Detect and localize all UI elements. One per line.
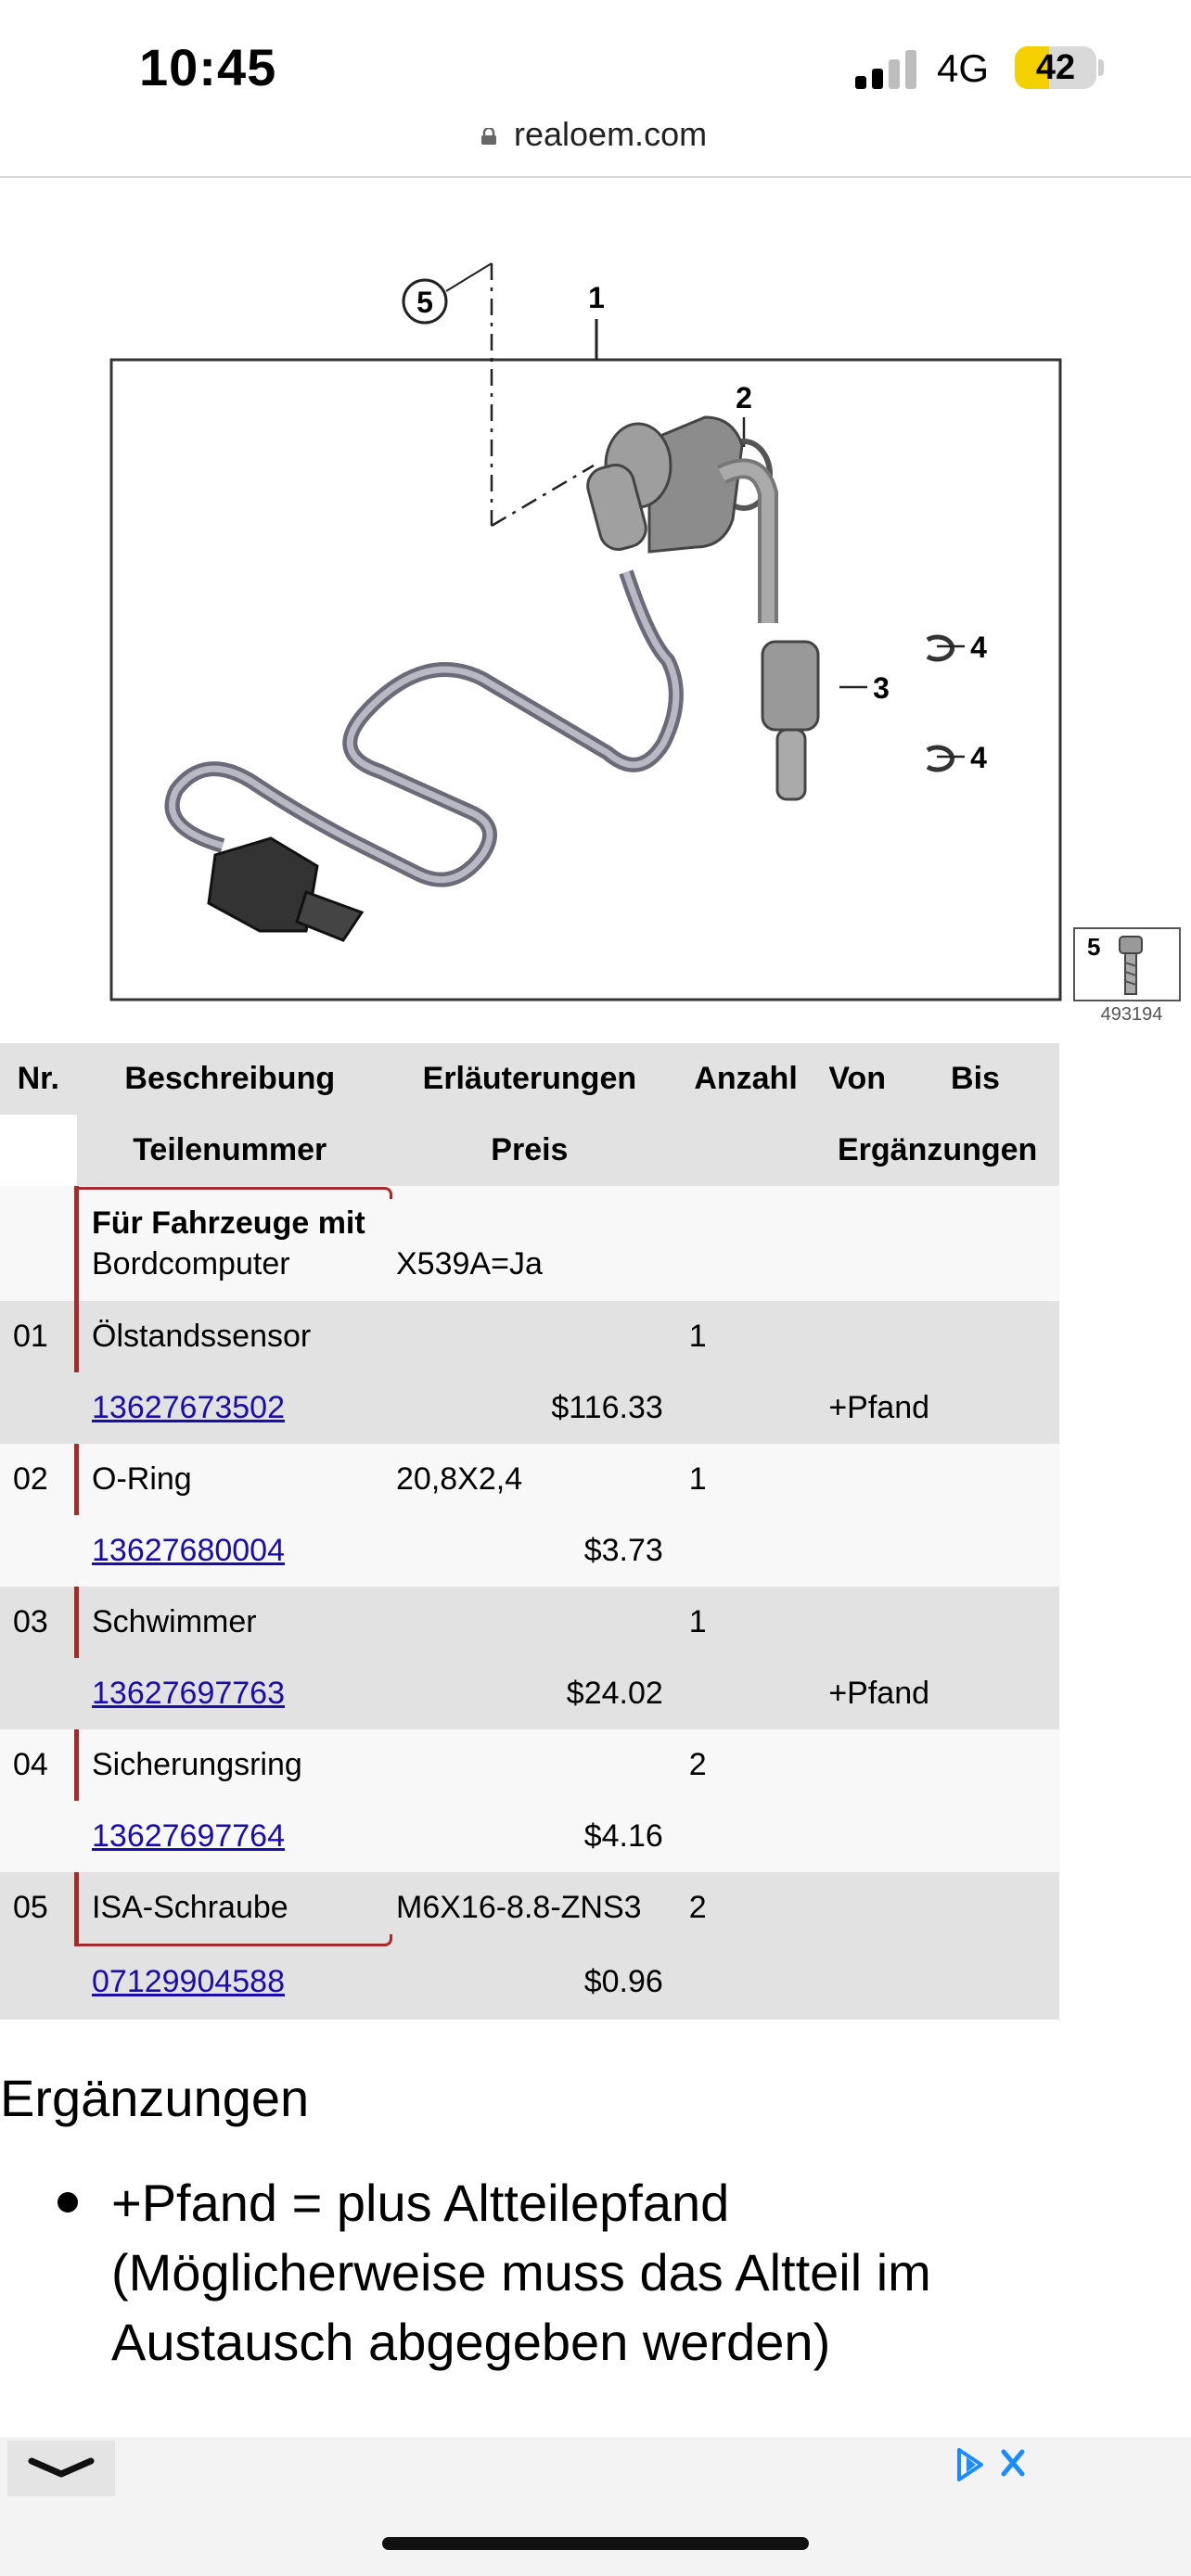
- home-indicator[interactable]: [382, 2537, 809, 2550]
- row-desc: Ölstandssensor: [77, 1301, 384, 1372]
- row-desc: Sicherungsring: [77, 1729, 384, 1801]
- row-qty: 1: [676, 1587, 816, 1658]
- part-number-link[interactable]: 07129904588: [92, 1963, 286, 1999]
- callout-5: 5: [416, 286, 433, 319]
- row-extra: [815, 1944, 1059, 2020]
- row-nr: 04: [0, 1729, 77, 1801]
- row-qty: 1: [676, 1301, 816, 1372]
- table-row-sub: [0, 1515, 1059, 1587]
- col-beschreibung: Beschreibung: [77, 1043, 384, 1115]
- row-desc: O-Ring: [77, 1444, 384, 1515]
- part-number-link[interactable]: 13627697764: [92, 1818, 286, 1854]
- callout-4a: 4: [970, 631, 987, 664]
- adchoices-icon[interactable]: [959, 2450, 981, 2480]
- row-desc: ISA-Schraube: [77, 1872, 384, 1944]
- row-notes: [383, 1587, 676, 1658]
- row-price: $3.73: [383, 1515, 676, 1587]
- col-erlaeuterungen: Erläuterungen: [383, 1043, 676, 1115]
- col-preis: Preis: [383, 1115, 676, 1186]
- part-number-link[interactable]: 13627680004: [92, 1533, 286, 1568]
- row-notes: [383, 1729, 676, 1801]
- part-number-link[interactable]: 13627673502: [92, 1390, 286, 1425]
- table-row: [0, 1587, 1059, 1658]
- callout-4b: 4: [970, 741, 987, 774]
- row-notes: [383, 1301, 676, 1372]
- row-price: $24.02: [383, 1658, 676, 1729]
- chevron-down-icon: [7, 2441, 115, 2496]
- callout-1: 1: [588, 281, 605, 314]
- battery-percent: 42: [1035, 48, 1076, 87]
- clock: 10:45: [139, 38, 277, 96]
- row-nr: 02: [0, 1444, 77, 1515]
- callout-2: 2: [736, 381, 752, 414]
- url-bar[interactable]: [0, 111, 1191, 178]
- parts-diagram: [0, 178, 1191, 1031]
- callout-3: 3: [873, 671, 890, 705]
- cellular-signal-icon: [855, 48, 920, 89]
- float-part: [762, 642, 818, 730]
- ergaenzungen-item: +Pfand = plus Altteilepfand (Möglicherweise muss das Altteil im Austausch abgegeben werden): [111, 2174, 931, 2371]
- col-bis: Bis: [951, 1061, 1000, 1096]
- group-subtitle: Bordcomputer: [92, 1246, 290, 1282]
- row-price: $4.16: [383, 1801, 676, 1872]
- row-qty: 2: [676, 1872, 816, 1944]
- parts-table: [0, 1043, 1059, 2020]
- status-bar: [0, 0, 1191, 121]
- table-header-row-2: [0, 1115, 1059, 1186]
- col-anzahl: Anzahl: [676, 1043, 816, 1115]
- row-nr: 05: [0, 1872, 77, 1944]
- row-qty: 2: [676, 1729, 816, 1801]
- lock-icon: [480, 128, 497, 145]
- battery-icon: [1015, 46, 1096, 89]
- row-extra: +Pfand: [815, 1658, 1059, 1729]
- group-title: Für Fahrzeuge mit: [92, 1205, 365, 1241]
- row-extra: [815, 1515, 1059, 1587]
- row-qty: 1: [676, 1444, 816, 1515]
- group-row: [0, 1186, 1059, 1301]
- table-row-sub: [0, 1801, 1059, 1872]
- url-text[interactable]: realoem.com: [514, 115, 708, 153]
- table-row-sub: [0, 1658, 1059, 1729]
- row-desc: Schwimmer: [77, 1587, 384, 1658]
- table-header-row-1: [0, 1043, 1059, 1115]
- col-nr: Nr.: [0, 1043, 77, 1115]
- row-price: $116.33: [383, 1372, 676, 1444]
- close-ad-icon[interactable]: [1004, 2452, 1022, 2474]
- ad-choices-controls: [955, 2444, 1030, 2487]
- row-extra: [815, 1801, 1059, 1872]
- col-ergaenzungen: Ergänzungen: [815, 1115, 1059, 1186]
- network-type: 4G: [937, 46, 990, 90]
- row-notes: M6X16-8.8-ZNS3: [383, 1872, 676, 1944]
- battery-nub: [1098, 59, 1104, 76]
- table-row-sub: [0, 1944, 1059, 2020]
- thumbnail-number: 5: [1087, 933, 1101, 961]
- col-von: Von: [828, 1061, 887, 1096]
- row-nr: 03: [0, 1587, 77, 1658]
- table-row: [0, 1301, 1059, 1372]
- part-number-link[interactable]: 13627697763: [92, 1676, 286, 1711]
- row-price: $0.96: [383, 1944, 676, 2020]
- bullet-icon: [58, 2192, 78, 2213]
- table-row: [0, 1729, 1059, 1801]
- table-row: [0, 1444, 1059, 1515]
- row-notes: 20,8X2,4: [383, 1444, 676, 1515]
- collapse-ad-button[interactable]: [7, 2441, 115, 2496]
- ergaenzungen-heading: Ergänzungen: [0, 2069, 310, 2127]
- table-row-sub: [0, 1372, 1059, 1444]
- col-von-bis: [815, 1043, 1059, 1115]
- row-extra: +Pfand: [815, 1372, 1059, 1444]
- group-note: X539A=Ja: [383, 1186, 676, 1301]
- col-teilenummer: Teilenummer: [77, 1115, 384, 1186]
- thumbnail-id: 493194: [1100, 1004, 1163, 1025]
- table-row: [0, 1872, 1059, 1944]
- row-nr: 01: [0, 1301, 77, 1372]
